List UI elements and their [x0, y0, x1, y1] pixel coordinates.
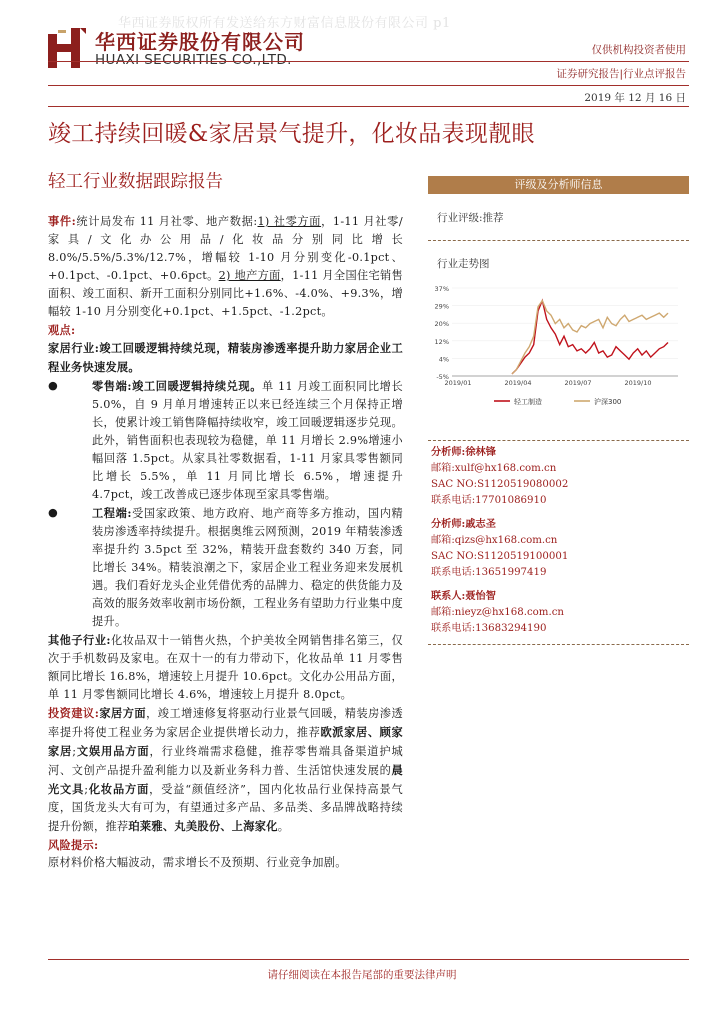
report-category: 证券研究报告|行业点评报告 [556, 68, 686, 80]
report-date: 2019 年 12 月 16 日 [584, 92, 686, 104]
risk-heading: 风险提示: [48, 838, 99, 852]
company-name-cn: 华西证券股份有限公司 [95, 30, 305, 54]
report-title: 竣工持续回暖&家居景气提升，化妆品表现靓眼 [48, 121, 535, 147]
risk-text: 原材料价格大幅波动，需求增长不及预期、行业竞争加剧。 [48, 856, 347, 869]
y-tick-label: -5% [436, 373, 449, 381]
report-subtitle: 轻工行业数据跟踪报告 [48, 172, 223, 192]
y-tick-label: 20% [434, 320, 449, 329]
x-tick-label: 2019/04 [504, 379, 532, 387]
retail-bullet: ● 零售端:竣工回暖逻辑持续兑现。单 11 月竣工面积同比增长 5.0%，自 9 月单月增速转正以来已经连续三个月保持正增长，使累计竣工销售降幅持续收窄，竣工回暖逻辑逐步兑现。此外，销售面积也表现较为稳健，单 11 月增长 2.9%增速小幅回落 1.5pct。从家具社零数据看，1-11 月家具零售额同比增长 5.5%，单 11 月同比增长 6.5%，增速提升 4.7pct，竣工改善成已逐步体现至家具零售端。 [48, 379, 403, 501]
other-industries: 其他子行业:化妆品双十一销售火热，个护美妆全网销售排名第三，仅次于手机数码及家电。在双十一的有力带动下，化妆品单 11 月零售额同比增长 16.8%，增速较上月提升 10.6pct。文化办公用品方面，单 11 月零售额同比增长 4.6%，增速较上月提升 8.0pct。 [48, 633, 403, 701]
divider [428, 440, 689, 441]
divider [48, 959, 689, 960]
chart-title: 行业走势图 [437, 258, 490, 270]
footer-disclaimer: 请仔细阅读在本报告尾部的重要法律声明 [267, 969, 457, 981]
analyst-card: 分析师:徐林锋 邮箱:xulf@hx168.com.cn SAC NO:S1120519080002 联系电话:17701086910 [431, 444, 568, 509]
contact-card: 联系人:聂怡智 邮箱:nieyz@hx168.com.cn 联系电话:13683294190 [431, 588, 564, 637]
trend-chart [428, 280, 689, 420]
home-summary: 家居行业:竣工回暖逻辑持续兑现，精装房渗透率提升助力家居企业工程业务快速发展。 [48, 341, 403, 374]
audience-note: 仅供机构投资者使用 [591, 44, 686, 56]
sidebar [428, 176, 689, 634]
y-tick-label: 37% [434, 285, 449, 293]
analyst-phone: 联系电话:17701086910 [431, 495, 547, 506]
divider [48, 85, 689, 86]
analyst-sac: SAC NO:S1120519100001 [431, 551, 569, 562]
contact-phone: 联系电话:13683294190 [431, 623, 547, 634]
event-paragraph: 事件:统计局发布 11 月社零、地产数据:1) 社零方面，1-11 月社零/家具/文化办公用品/化妆品分别同比增长 8.0%/5.5%/5.3%/12.7%，增幅较 1-10 月分别变化-0.1pct、+0.1pct、-0.1pct、+0.6pct。2) 地产方面，1-11 月全国住宅销售面积、竣工面积、新开工面积分别同比+1.6%、-4.0%、+9.3%，增幅较 1-10 月分别变化+0.1pct、+1.5pct、-1.2pct。 [48, 214, 404, 318]
company-name-en: HUAXI SECURITIES CO.,LTD. [95, 52, 292, 68]
divider [48, 106, 689, 107]
watermark: 华西证券版权所有发送给东方财富信息股份有限公司 p1 [118, 16, 451, 31]
contact-email[interactable]: 邮箱:nieyz@hx168.com.cn [431, 607, 564, 618]
y-tick-label: 12% [434, 337, 449, 346]
divider [428, 644, 689, 645]
y-tick-label: 4% [438, 355, 449, 364]
y-tick-label: 29% [434, 302, 449, 311]
analyst-email[interactable]: 邮箱:qizs@hx168.com.cn [431, 535, 558, 546]
bullet-icon: ● [48, 379, 59, 392]
analyst-phone: 联系电话:13651997419 [431, 567, 547, 578]
divider [48, 61, 689, 62]
x-tick-label: 2019/01 [444, 379, 472, 387]
analyst-sac: SAC NO:S1120519080002 [431, 479, 569, 490]
views-heading: 观点: [48, 323, 76, 337]
divider [428, 240, 689, 241]
series-line [512, 301, 668, 374]
project-bullet: ● 工程端:受国家政策、地方政府、地产商等多方推动，国内精装房渗透率持续提升。根据奥维云网预测，2019 年精装渗透率提升约 3.5pct 至 32%，精装开盘套数约 340 万套，同比增长 34%。精装浪潮之下，家居企业工程业务迎来发展机遇。我们看好龙头企业凭借优秀的品牌力、稳定的供货能力及高效的服务效率收割市场份额，工程业务有望助力行业集中度提升。 [48, 506, 403, 628]
analyst-email[interactable]: 邮箱:xulf@hx168.com.cn [431, 463, 557, 474]
sidebar-header: 评级及分析师信息 [428, 176, 689, 194]
main-content [48, 212, 403, 872]
bullet-icon: ● [48, 506, 59, 519]
legend-label: 沪深300 [594, 398, 622, 406]
x-tick-label: 2019/10 [624, 379, 652, 387]
huaxi-logo-icon [48, 28, 86, 68]
legend-label: 轻工制造 [514, 398, 542, 406]
investment-advice: 投资建议:家居方面，竣工增速修复将驱动行业景气回暖，精装房渗透率提升将使工程业务为家居企业提供增长动力，推荐欧派家居、顾家家居;文娱用品方面，行业终端需求稳健，推荐零售端具备渠道护城河、文创产品提升盈利能力以及新业务科力普、生活馆快速发展的晨光文具;化妆品方面，受益“颜值经济”，国内化妆品行业保持高景气度，国货龙头大有可为，有望通过多产品、多品类、多品牌战略持续提升份额，推荐珀莱雅、丸美股份、上海家化。 [48, 706, 403, 833]
industry-rating: 行业评级:推荐 [437, 212, 504, 224]
x-tick-label: 2019/07 [564, 379, 592, 387]
series-line [512, 301, 668, 374]
analyst-card: 分析师:戚志圣 邮箱:qizs@hx168.com.cn SAC NO:S1120519100001 联系电话:13651997419 [431, 516, 568, 581]
